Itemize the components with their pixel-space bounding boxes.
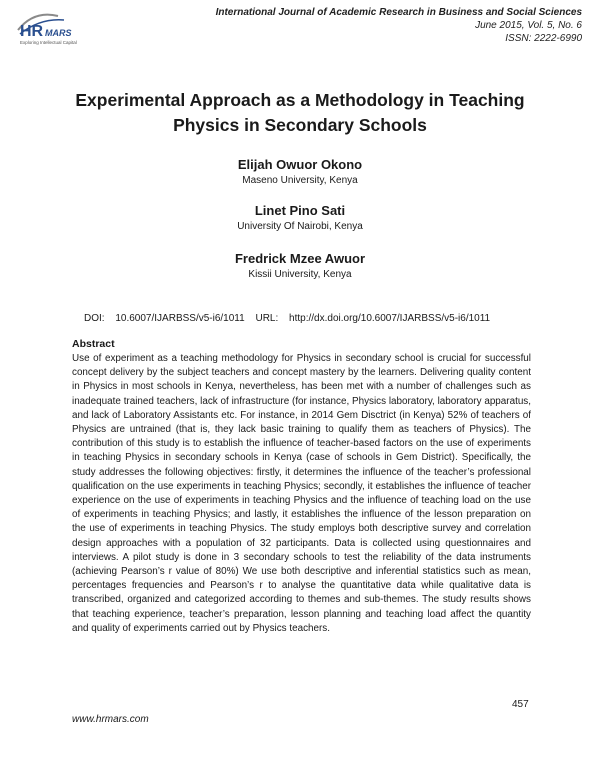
- doi-label: DOI:: [84, 313, 105, 324]
- journal-issue: June 2015, Vol. 5, No. 6: [475, 20, 582, 31]
- author-block: [0, 156, 600, 188]
- page-number: 457: [512, 699, 529, 710]
- svg-text:HR: HR: [20, 23, 44, 40]
- hrmars-logo: [14, 8, 104, 48]
- author-name: Fredrick Mzee Awuor: [234, 251, 366, 266]
- svg-text:Exploring Intellectual Capital: Exploring Intellectual Capital: [20, 40, 77, 45]
- svg-text:MARS: MARS: [45, 28, 72, 38]
- journal-info: [216, 6, 582, 45]
- footer-website[interactable]: www.hrmars.com: [72, 714, 149, 725]
- abstract-heading: Abstract: [72, 338, 115, 350]
- doi-value[interactable]: 10.6007/IJARBSS/v5-i6/1011: [115, 313, 245, 324]
- doi-line: [84, 312, 498, 326]
- journal-issn: ISSN: 2222-6990: [505, 33, 582, 44]
- hrmars-logo-graphic: [14, 8, 104, 48]
- abstract-text: Use of experiment as a teaching methodology for Physics in secondary school is crucial for successful concept delivery by the subject teachers and concept mastery by the learners. Delivering quality content in Physics in most schools in Kenya, nevertheless, has been met with a number of challenges such as inadequate trained teachers, lack of infrastructure (for instance, Physics laboratory, laboratory apparatus, and lack of Laboratory Assistants etc. For instance, in 2014 Gem Disctrict (in Kenya) 52% of teachers of Physics are untrained (that is, they lack basic training to qualify them as teachers of Physics). The contribution of this study is to establish the influence of teacher-based factors on the use of experiments in teaching Physics in secondary schools in Kenya (case of schools in Gem District). Specifically, the study addresses the following objectives: firstly, it determines the influence of the teacher’s professional qualification on the use experiments in teaching Physics; secondly, it establishes the influence of teacher experience on the use of experiments in teaching Physics and the influence of teaching load on the use of experiments in teaching Physics; and lastly, it establishes the influence of the lesson preparation on the use of experiments in teaching Physics. The study employs both descriptive survey and correlation design approaches with a population of 32 participants. Data is collected using questionnaires and interviews. A pilot study is done in 3 secondary schools to test the reliability of the data instruments (achieving Pearson’s r value of 80%) We use both descriptive and inferential statistics such as mean, percentages frequencies and Pearson’s r to analyse the quantitative data while qualitative data is transcribed, organized and categorized according to themes and sub-themes. The study results shows that teaching experience, teacher’s preparation, lesson planning and teaching load affect the quantity and quality of experiments carried out by Physics teachers.: [72, 353, 531, 634]
- author-name: Elijah Owuor Okono: [237, 157, 363, 172]
- author-block: [0, 202, 600, 234]
- url-label: URL:: [255, 313, 279, 324]
- author-affiliation: Kissii University, Kenya: [248, 269, 352, 280]
- author-affiliation: Maseno University, Kenya: [242, 175, 358, 186]
- author-affiliation: University Of Nairobi, Kenya: [237, 221, 363, 232]
- url-link[interactable]: http://dx.doi.org/10.6007/IJARBSS/v5-i6/1011: [289, 313, 491, 324]
- author-block: [0, 250, 600, 282]
- paper-title: Experimental Approach as a Methodology in Teaching Physics in Secondary Schools: [75, 90, 525, 135]
- author-name: Linet Pino Sati: [254, 203, 346, 218]
- journal-name: International Journal of Academic Research in Business and Social Sciences: [215, 7, 582, 18]
